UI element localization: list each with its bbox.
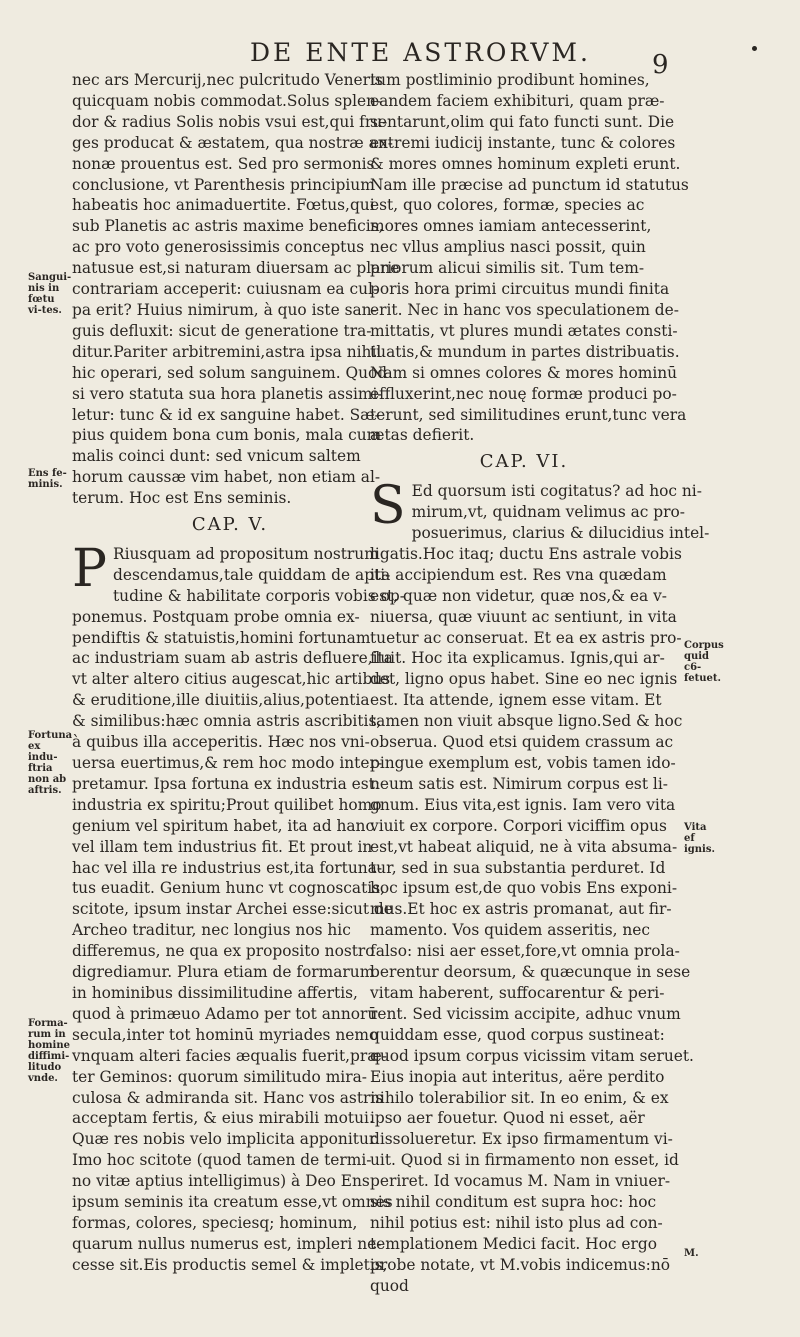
text-line: industria ex spiritu;Prout quilibet homo (72, 795, 382, 814)
text-line: Imo hoc scitote (quod tamen de termi- (72, 1151, 372, 1170)
text-line: Nam ille præcise ad punctum id statutus (370, 175, 689, 194)
ink-speck (752, 46, 757, 51)
text-line: culosa & admiranda sit. Hanc vos astris (72, 1088, 384, 1107)
text-line: berentur deorsum, & quæcunque in sese (370, 963, 691, 982)
text-line: formas, colores, speciesq; hominum, (72, 1213, 358, 1232)
text-line: conclusione, vt Parenthesis principium (72, 175, 375, 194)
text-line: probe notate, vt M.vobis indicemus:nō (370, 1255, 670, 1274)
text-line: ipsum seminis ita creatum esse,vt omnes (72, 1193, 393, 1212)
text-line: sentarunt,olim qui fato functi sunt. Die (370, 112, 675, 131)
text-line: viuit ex corpore. Corpori viciffim opus (370, 816, 667, 835)
text-line: dor & radius Solis nobis vsui est,qui fru- (72, 112, 388, 131)
text-line: Nam si omnes colores & mores hominū (370, 363, 678, 382)
text-line: habeatis hoc animaduertite. Fœtus,qui (72, 196, 375, 215)
text-line: tuetur ac conseruat. Et ea ex astris pro- (370, 628, 682, 647)
text-line: & mores omnes hominum expleti erunt. (370, 154, 681, 173)
text-line: uersa euertimus,& rem hoc modo inter- (72, 754, 383, 772)
text-line: hic operari, sed solum sanguinem. Quod (72, 363, 388, 382)
text-line: gnum. Eius vita,est ignis. Iam vero vita (370, 795, 676, 814)
text-line: cesse sit.Eis productis semel & impletis, (72, 1255, 388, 1274)
text-line: contrariam acceperit: cuiusnam ea cul- (72, 280, 379, 299)
text-line: natusue est,si naturam diuersam ac plane (72, 259, 400, 278)
text-line: pingue exemplum est, vobis tamen ido- (370, 754, 676, 772)
text-line: uit. Quod si in firmamento non esset, id (370, 1151, 679, 1170)
text-line: tur, sed in sua substantia perduret. Id (370, 858, 666, 877)
left-text-block-1 (72, 70, 400, 509)
left-text-block-2 (72, 538, 405, 1276)
margin-note-corpus: Corpus quid c6-fetuet. (684, 640, 724, 684)
text-line: Ed quorsum isti cogitatus? ad hoc ni- (411, 482, 702, 501)
text-line: erit. Nec in hanc vos speculationem de- (370, 300, 679, 319)
text-line: genium vel spiritum habet, ita ad hanc (72, 816, 375, 835)
text-line: Quæ res nobis velo implicita apponitur. (72, 1130, 380, 1149)
text-line: pa erit? Huius nimirum, à quo iste san- (72, 300, 377, 319)
text-line: det, ligno opus habet. Sine eo nec ignis (370, 670, 678, 689)
text-line: tamen non viuit absque ligno.Sed & hoc (370, 712, 683, 731)
text-line: quod ipsum corpus vicissim vitam seruet. (370, 1046, 694, 1065)
text-line: sub Planetis ac astris maxime beneficis, (72, 217, 384, 236)
text-line: est. Ita attende, ignem esse vitam. Et (370, 691, 662, 710)
text-line: ponemus. Postquam probe omnia ex- (72, 607, 360, 626)
text-line: fluit. Hoc ita explicamus. Ignis,qui ar- (370, 649, 665, 668)
text-line: scitote, ipsum instar Archei esse:sicut de (72, 900, 393, 919)
text-line: extremi iudicij instante, tunc & colores (370, 133, 676, 152)
margin-note-formarum: Forma-rum in homine diffimi-litudo vnde. (28, 1018, 70, 1084)
text-line: dissolueretur. Ex ipso firmamentum vi- (370, 1130, 673, 1149)
text-line: letur: tunc & id ex sanguine habet. Sæ- (72, 405, 380, 424)
text-line: est, quo colores, formæ, species ac (370, 196, 645, 215)
text-line: nonæ prouentus est. Sed pro sermonis (72, 154, 375, 173)
text-line: hac vel illa re industrius est,ita fortuna- (72, 858, 383, 877)
text-line: eandem faciem exhibituri, quam præ- (370, 91, 665, 110)
margin-note-m: M. (684, 1248, 699, 1259)
text-line: hoc ipsum est,de quo vobis Ens exponi- (370, 879, 678, 898)
text-line: priorum alicui similis sit. Tum tem- (370, 259, 645, 278)
text-line: falso: nisi aer esset,fore,vt omnia prola- (370, 942, 680, 961)
text-line: à quibus illa acceperitis. Hæc nos vni- (72, 733, 370, 752)
text-line: mus.Et hoc ex astris promanat, aut fir- (370, 900, 672, 919)
text-line: nihil potius est: nihil isto plus ad con- (370, 1213, 663, 1232)
text-line: rent. Sed vicissim accipite, adhuc vnum (370, 1004, 681, 1023)
text-line: est, quæ non videtur, quæ nos,& ea v- (370, 586, 667, 605)
text-line: pius quidem bona cum bonis, mala cum (72, 426, 382, 445)
text-line: periret. Id vocamus M. Nam in vniuer- (370, 1172, 671, 1191)
text-line: in hominibus dissimilitudine affertis, (72, 983, 358, 1002)
text-line: quarum nullus numerus est, impleri ne- (72, 1234, 382, 1253)
text-line: pendiftis & statuistis,homini fortunam (72, 628, 371, 647)
dropcap-p: P (72, 538, 107, 599)
text-line: vel illam tem industrius fit. Et prout in (72, 837, 373, 856)
text-line: tudine & habilitate corporis vobis op- (113, 586, 405, 605)
text-line: malis coinci dunt: sed vnicum saltem (72, 447, 361, 466)
text-line: mores omnes iamiam antecesserint, (370, 217, 652, 236)
text-line: ter Geminos: quorum similitudo mira- (72, 1067, 367, 1086)
text-line: vitam haberent, suffocarentur & peri- (370, 983, 665, 1002)
text-line: neum satis est. Nimirum corpus est li- (370, 774, 668, 793)
text-line: mamento. Vos quidem asseritis, nec (370, 921, 651, 940)
text-line: quicquam nobis commodat.Solus splen- (72, 91, 382, 110)
margin-note-vita: Vita ef ignis. (684, 822, 715, 855)
text-line: mirum,vt, quidnam velimus ac pro- (411, 503, 685, 522)
text-line: horum caussæ vim habet, non etiam al- (72, 468, 381, 487)
text-line: si vero statuta sua hora planetis assimi- (72, 384, 383, 403)
text-line: vt alter altero citius augescat,hic artibus (72, 670, 391, 689)
text-line: terum. Hoc est Ens seminis. (72, 489, 292, 508)
text-line: ipso aer fouetur. Quod ni esset, aër (370, 1109, 645, 1128)
text-line: ita accipiendum est. Res vna quædam (370, 565, 667, 584)
text-line: est,vt habeat aliquid, ne à vita absuma- (370, 837, 678, 856)
margin-note-sanguis: Sangui-nis in fœtu vi-tes. (28, 272, 72, 316)
text-line: quiddam esse, quod corpus sustineat: (370, 1025, 665, 1044)
text-line: digrediamur. Plura etiam de formarum (72, 963, 375, 982)
page-number: 9 (652, 50, 669, 80)
running-header: DE ENTE ASTRORVM. (250, 38, 591, 67)
text-line: sis nihil conditum est supra hoc: hoc (370, 1193, 657, 1212)
margin-note-fortuna: Fortuna ex indu-ftria non ab aftris. (28, 730, 73, 796)
text-line: posuerimus, clarius & dilucidius intel- (411, 524, 710, 543)
margin-note-ens-seminis: Ens fe-minis. (28, 468, 67, 490)
text-line: mittatis, vt plures mundi ætates consti- (370, 321, 678, 340)
text-line: tuatis,& mundum in partes distribuatis. (370, 342, 680, 361)
text-line: poris hora primi circuitus mundi finita (370, 280, 670, 299)
text-line: terunt, sed similitudines erunt,tunc vera (370, 405, 687, 424)
text-line: ac pro voto generosissimis conceptus (72, 238, 365, 257)
text-line: ætas defierit. (370, 426, 475, 445)
left-column (72, 70, 405, 1276)
text-line: ges producat & æstatem, qua nostræ an- (72, 133, 393, 152)
text-line: differemus, ne qua ex proposito nostro (72, 942, 375, 961)
text-line: obserua. Quod etsi quidem crassum ac (370, 733, 674, 752)
text-line: & eruditione,ille diuitiis,alius,potentia (72, 691, 370, 710)
chapter-heading-vi: CAP. VI. (479, 451, 569, 473)
text-line: ditur.Pariter arbitremini,astra ipsa nihil (72, 342, 382, 361)
text-line: quod à primæuo Adamo per tot annorū (72, 1004, 378, 1023)
text-line: Archeo traditur, nec longius nos hic (72, 921, 351, 940)
text-line: no vitæ aptius intelligimus) à Deo Ens (72, 1172, 370, 1191)
text-line: nihilo tolerabilior sit. In eo enim, & ex (370, 1088, 669, 1107)
text-line: secula,inter tot hominū myriades nemo (72, 1025, 379, 1044)
dropcap-s: S (370, 476, 406, 537)
text-line: templationem Medici facit. Hoc ergo (370, 1234, 657, 1253)
text-line: niuersa, quæ viuunt ac sentiunt, in vita (370, 607, 677, 626)
text-line: nec ars Mercurij,nec pulcritudo Veneris (72, 71, 383, 89)
text-line: vnquam alteri facies æqualis fuerit,præ- (72, 1046, 387, 1065)
text-line: descendamus,tale quiddam de apti- (113, 565, 391, 584)
text-line: pretamur. Ipsa fortuna ex industria est: (72, 774, 381, 793)
text-line: nec vllus amplius nasci possit, quin (370, 238, 646, 257)
text-line: tus euadit. Genium hunc vt cognoscatis, (72, 879, 385, 898)
text-line: ligatis.Hoc itaq; ductu Ens astrale vobis (370, 544, 682, 563)
text-line: Riusquam ad propositum nostrum (113, 544, 379, 563)
text-line: & similibus:hæc omnia astris ascribitis, (72, 712, 382, 731)
text-line: quod (370, 1276, 409, 1295)
chapter-heading-v: CAP. V. (191, 514, 269, 536)
text-line: ac industriam suam ab astris defluere,ita (72, 649, 393, 668)
text-line: tum postliminio prodibunt homines, (370, 71, 650, 89)
text-line: guis defluxit: sicut de generatione tra- (72, 321, 372, 340)
text-line: acceptam fertis, & eius mirabili motui. (72, 1109, 374, 1128)
right-text-block-1 (370, 70, 689, 446)
text-line: effluxerint,nec nouę formæ produci po- (370, 384, 677, 403)
text-line: Eius inopia aut interitus, aëre perdito (370, 1067, 665, 1086)
